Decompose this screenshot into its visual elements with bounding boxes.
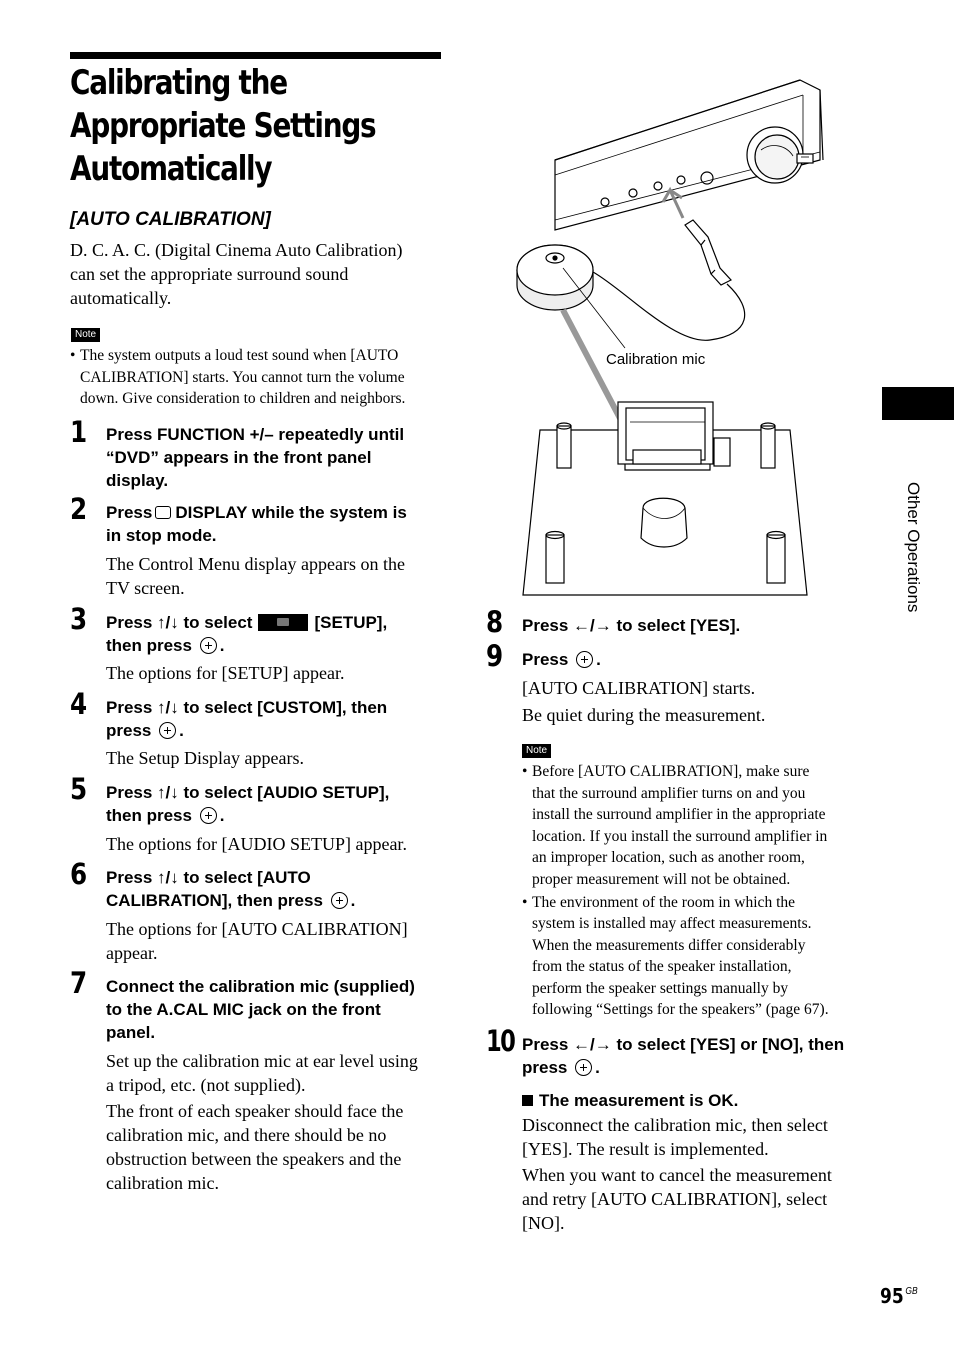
ok-subheading: The measurement is OK. <box>522 1089 862 1112</box>
step-2-heading: Press DISPLAY while the system is in stop mode. <box>106 503 407 545</box>
step-number: 2 <box>70 492 88 526</box>
enter-button-icon <box>575 1059 592 1076</box>
step-3-heading: Press ↑/↓ to select [SETUP], then press . <box>106 613 388 655</box>
note-list <box>70 345 450 410</box>
step-number: 1 <box>70 415 88 449</box>
square-bullet-icon <box>522 1095 533 1106</box>
note-badge: Note <box>522 744 551 758</box>
step-number: 7 <box>70 966 88 1000</box>
step-number: 4 <box>70 687 88 721</box>
step-number: 6 <box>70 857 88 891</box>
section-tab-marker <box>882 387 954 420</box>
step-7-body: Set up the calibration mic at ear level using a tripod, etc. (not supplied). The front of each speaker should face the calibration mic, and there should be no obstruction between the speakers and the calibration mic. <box>106 1051 418 1193</box>
note-list <box>522 761 862 1021</box>
step-4-body: The Setup Display appears. <box>106 748 304 768</box>
calibration-mic-label: Calibration mic <box>606 351 706 368</box>
title-line: Automatically <box>70 149 272 189</box>
step-9-heading: Press . <box>522 650 601 669</box>
ok-body: Disconnect the calibration mic, then select [YES]. The result is implemented. When you want to cancel the measurement and retry [AUTO CALIBRATION], select [NO]. <box>522 1115 832 1233</box>
step-10-heading: Press ←/→ to select [YES] or [NO], then press . <box>522 1035 845 1077</box>
enter-button-icon <box>200 637 217 654</box>
step-3-body: The options for [SETUP] appear. <box>106 663 345 683</box>
step-number: 3 <box>70 602 88 636</box>
step-1-heading: Press FUNCTION +/– repeatedly until “DVD” appears in the front panel display. <box>106 425 405 490</box>
enter-button-icon <box>200 807 217 824</box>
step-2-body: The Control Menu display appears on the TV screen. <box>106 554 405 598</box>
title-line: Appropriate Settings <box>70 106 376 146</box>
title-rule <box>70 52 441 59</box>
step-7-heading: Connect the calibration mic (supplied) to the A.CAL MIC jack on the front panel. <box>106 977 415 1042</box>
step-5-body: The options for [AUDIO SETUP] appear. <box>106 834 407 854</box>
step-number: 5 <box>70 772 88 806</box>
enter-button-icon <box>576 651 593 668</box>
page-title <box>70 62 382 191</box>
step-5-heading: Press ↑/↓ to select [AUDIO SETUP], then press . <box>106 783 390 825</box>
step-6-heading: Press ↑/↓ to select [AUTO CALIBRATION], then press . <box>106 868 356 910</box>
title-line: Calibrating the <box>70 63 287 103</box>
section-subtitle: [AUTO CALIBRATION] <box>70 209 271 230</box>
enter-button-icon <box>159 722 176 739</box>
note-item: • The system outputs a loud test sound when [AUTO CALIBRATION] starts. You cannot turn the volume down. Give consideration to children and neighbors. <box>70 345 450 410</box>
page-number: 95 $^{GB}$ <box>880 1284 918 1308</box>
step-6-body: The options for [AUTO CALIBRATION] appear. <box>106 919 408 963</box>
display-button-icon <box>155 506 171 519</box>
enter-button-icon <box>331 892 348 909</box>
step-9-body: [AUTO CALIBRATION] starts. Be quiet during the measurement. <box>522 678 766 725</box>
intro-paragraph: D. C. A. C. (Digital Cinema Auto Calibration) can set the appropriate surround sound automatically. <box>70 240 403 308</box>
section-tab-label: Other Operations <box>904 482 923 613</box>
step-4-heading: Press ↑/↓ to select [CUSTOM], then press . <box>106 698 388 740</box>
note-item: • The environment of the room in which the system is installed may affect measurements. When the measurements differ considerably from the status of the speaker installation, perform the speaker settings manually by following “Settings for the speakers” (page 67). <box>522 892 862 1021</box>
step-8-heading: Press ←/→ to select [YES]. <box>522 616 741 635</box>
setup-toolbox-icon <box>258 614 308 631</box>
step-number: 10 <box>486 1024 515 1058</box>
step-number: 9 <box>486 639 504 673</box>
step-number: 8 <box>486 605 504 639</box>
note-item: • Before [AUTO CALIBRATION], make sure that the surround amplifier turns on and you install the surround amplifier in the appropriate location. If you install the surround amplifier in an improper location, such as another room, proper measurement will not be obtained. <box>522 761 862 890</box>
note-badge: Note <box>71 328 100 342</box>
calibration-setup-illustration <box>515 60 845 600</box>
